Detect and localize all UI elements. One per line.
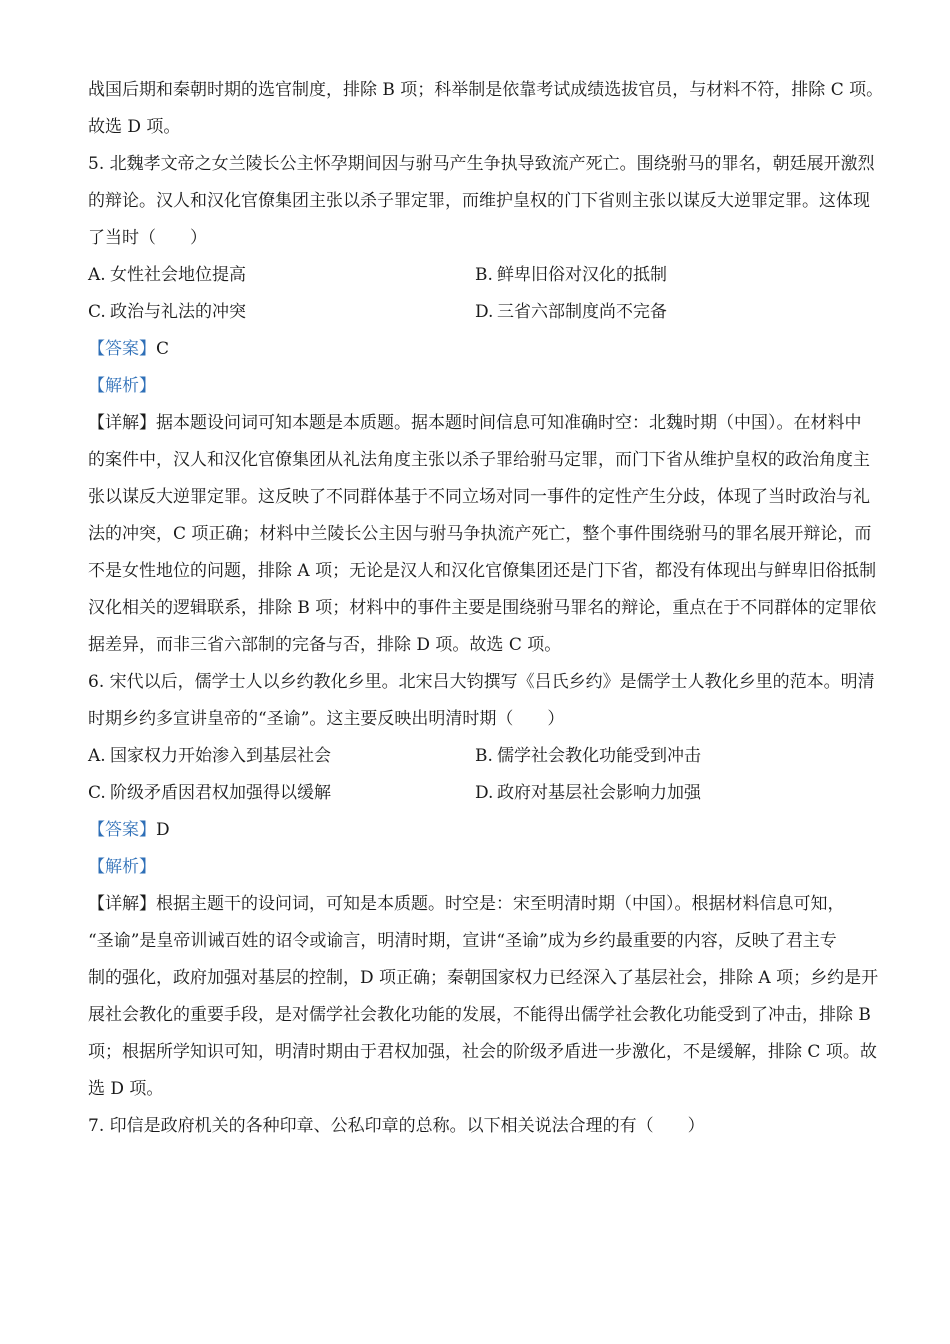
q5-detail-line-6: 汉化相关的逻辑联系，排除 B 项；材料中的事件主要是围绕驸马罪名的辩论，重点在于不同群体的定罪依: [88, 598, 877, 618]
question-5: [88, 146, 877, 664]
q5-detail-line-5: 不是女性地位的问题，排除 A 项；无论是汉人和汉化官僚集团还是门下省，都没有体现出与鲜卑旧俗抵制: [88, 561, 877, 581]
q5-stem-line-3: 了当时（ ）: [88, 228, 207, 248]
q6-detail-line-5: 项；根据所学知识可知，明清时期由于君权加强，社会的阶级矛盾进一步激化，不是缓解，排除 C 项。故: [88, 1042, 877, 1062]
intro-line-2: 故选 D 项。: [88, 117, 181, 137]
q5-analysis: [88, 368, 868, 405]
q6-stem-line-1: 6. 宋代以后，儒学士人以乡约教化乡里。北宋吕大钧撰写《吕氏乡约》是儒学士人教化乡里的范本。明清: [88, 672, 875, 692]
question-6: [88, 664, 879, 1108]
q5-detail-line-2: 的案件中，汉人和汉化官僚集团从礼法角度主张以杀子罪给驸马定罪，而门下省从维护皇权的政治角度主: [88, 450, 870, 470]
detail-tag: 【详解】: [88, 894, 156, 914]
q5-stem-line-2: 的辩论。汉人和汉化官僚集团主张以杀子罪定罪，而维护皇权的门下省则主张以谋反大逆罪定罪。这体现: [88, 191, 870, 211]
q5-detail-line-7: 据差异，而非三省六部制的完备与否，排除 D 项。故选 C 项。: [88, 635, 562, 655]
q5-option-b: B. 鲜卑旧俗对汉化的抵制: [475, 265, 667, 285]
q5-answer: [88, 331, 868, 368]
q6-answer: [88, 812, 868, 849]
q5-option-d: D. 三省六部制度尚不完备: [475, 302, 667, 322]
q6-option-a: A. 国家权力开始渗入到基层社会: [88, 746, 331, 766]
q5-detail-line-1: 【详解】据本题设问词可知本题是本质题。据本题时间信息可知准确时空：北魏时期（中国）。在材料中: [88, 413, 862, 433]
q5-stem-line-1: 5. 北魏孝文帝之女兰陵长公主怀孕期间因与驸马产生争执导致流产死亡。围绕驸马的罪名，朝廷展开激烈: [88, 154, 875, 174]
document-page: [88, 72, 884, 1145]
q6-detail-line-2: “圣谕”是皇帝训诫百姓的诏令或谕言，明清时期，宣讲“圣谕”成为乡约最重要的内容，反映了君主专: [88, 931, 837, 951]
answer-tag: 【答案】: [88, 820, 156, 840]
analysis-tag: 【解析】: [88, 376, 156, 396]
answer-value: D: [156, 820, 170, 840]
q5-detail-line-4: 法的冲突，C 项正确；材料中兰陵长公主因与驸马争执流产死亡，整个事件围绕驸马的罪名展开辩论，而: [88, 524, 872, 544]
q6-detail-line-1: 【详解】根据主题干的设问词，可知是本质题。时空是：宋至明清时期（中国）。根据材料信息可知，: [88, 894, 845, 914]
q6-option-c: C. 阶级矛盾因君权加强得以缓解: [88, 783, 331, 803]
q5-options: [88, 257, 868, 331]
q6-option-d: D. 政府对基层社会影响力加强: [475, 783, 701, 803]
question-7: [88, 1108, 868, 1145]
intro-line-1: 战国后期和秦朝时期的选官制度，排除 B 项；科举制是依靠考试成绩选拔官员，与材料不符，排除 C 项。: [88, 80, 884, 100]
answer-tag: 【答案】: [88, 339, 156, 359]
q6-detail-line-4: 展社会教化的重要手段，是对儒学社会教化功能的发展，不能得出儒学社会教化功能受到了冲击，排除 B: [88, 1005, 871, 1025]
q6-detail-line-6: 选 D 项。: [88, 1079, 164, 1099]
answer-value: C: [156, 339, 170, 359]
q5-detail-line-3: 张以谋反大逆罪定罪。这反映了不同群体基于不同立场对同一事件的定性产生分歧，体现了当时政治与礼: [88, 487, 870, 507]
q5-option-a: A. 女性社会地位提高: [88, 265, 246, 285]
q6-options: [88, 738, 868, 812]
q6-detail-line-3: 制的强化，政府加强对基层的控制，D 项正确；秦朝国家权力已经深入了基层社会，排除 A 项；乡约是开: [88, 968, 879, 988]
q5-option-c: C. 政治与礼法的冲突: [88, 302, 246, 322]
q6-analysis: [88, 849, 868, 886]
q6-stem-line-2: 时期乡约多宣讲皇帝的“圣谕”。这主要反映出明清时期（ ）: [88, 709, 565, 729]
analysis-tag: 【解析】: [88, 857, 156, 877]
detail-tag: 【详解】: [88, 413, 156, 433]
q7-stem-line-1: 7. 印信是政府机关的各种印章、公私印章的总称。以下相关说法合理的有（ ）: [88, 1116, 705, 1136]
q6-option-b: B. 儒学社会教化功能受到冲击: [475, 746, 701, 766]
